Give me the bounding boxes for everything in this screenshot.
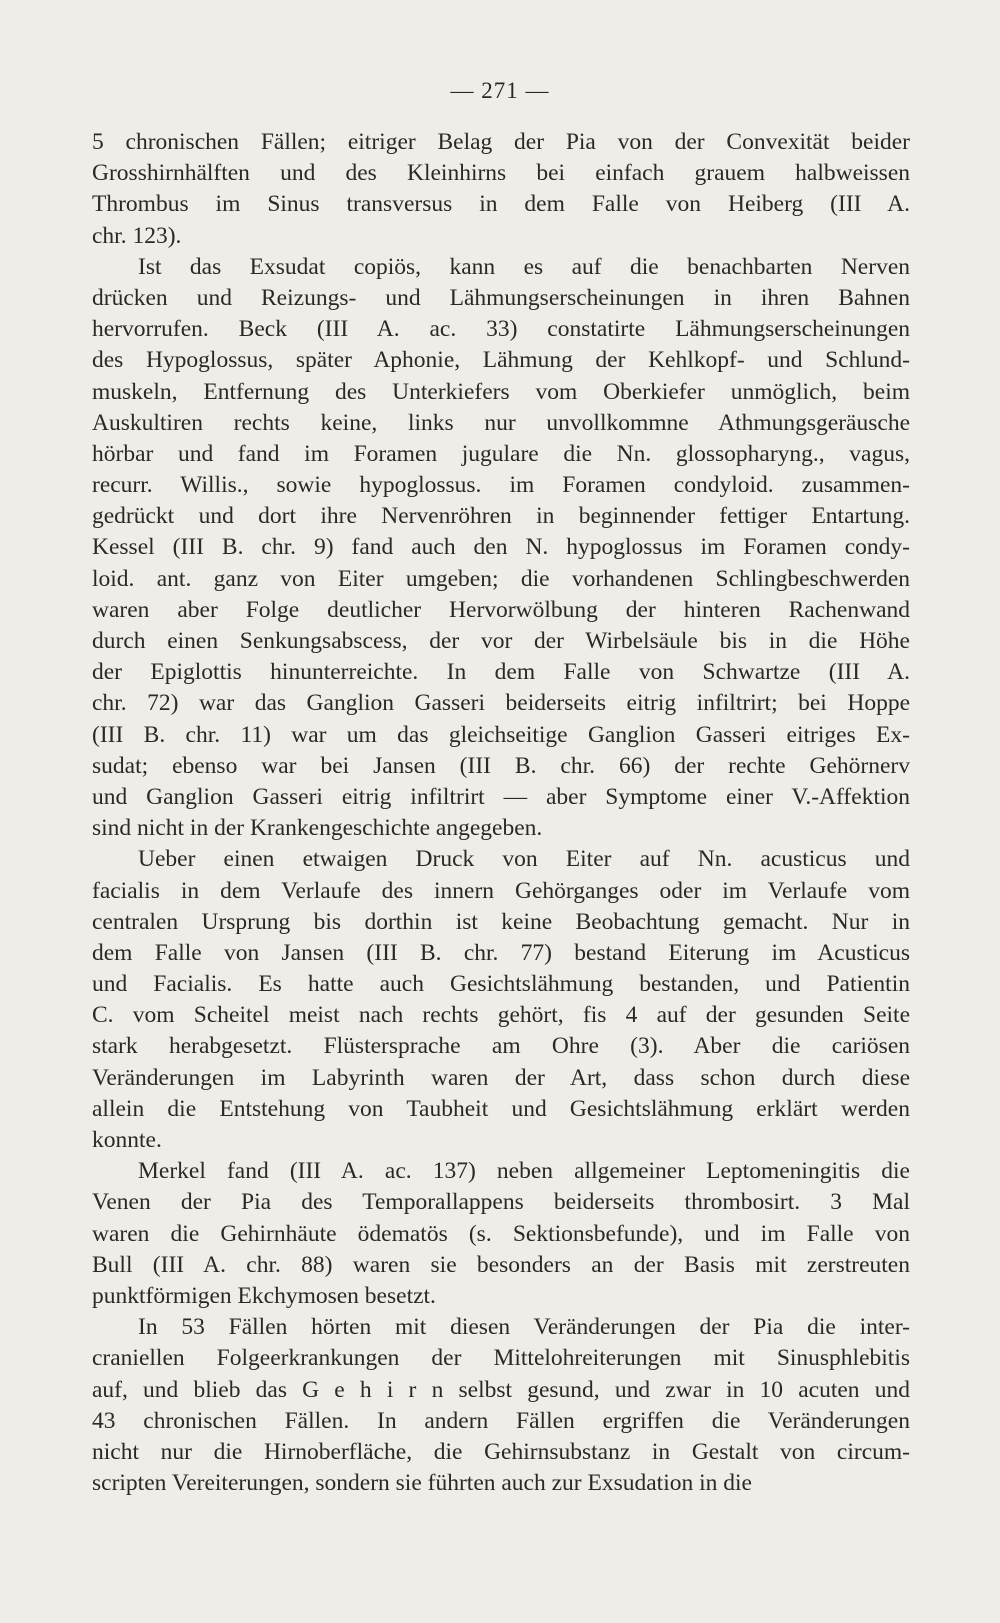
- text-line: Thrombus im Sinus transversus in dem Falle von Heiberg (III A.: [92, 191, 910, 218]
- paragraph: [92, 844, 910, 1156]
- text-line: chr. 72) war das Ganglion Gasseri beiderseits eitrig infiltrirt; bei Hoppe: [92, 690, 910, 717]
- text-line: und Ganglion Gasseri eitrig infiltrirt — aber Symptome einer V.-Affektion: [92, 783, 910, 810]
- page-number: — 271 —: [450, 78, 550, 103]
- paragraph: [92, 1156, 910, 1312]
- text-line: 5 chronischen Fällen; eitriger Belag der Pia von der Convexität beider: [92, 129, 910, 155]
- text-line: des Hypoglossus, später Aphonie, Lähmung der Kehlkopf- und Schlund-: [92, 347, 910, 374]
- paragraph: [92, 1312, 910, 1499]
- text-line: recurr. Willis., sowie hypoglossus. im Foramen condyloid. zusammen-: [92, 472, 910, 499]
- text-line: C. vom Scheitel meist nach rechts gehört, fis 4 auf der gesunden Seite: [92, 1002, 910, 1029]
- text-line: gedrückt und dort ihre Nervenröhren in beginnender fettiger Entartung.: [92, 503, 910, 530]
- text-line: hervorrufen. Beck (III A. ac. 33) constatirte Lähmungserscheinungen: [92, 316, 910, 343]
- text-line: allein die Entstehung von Taubheit und Gesichtslähmung erklärt werden: [92, 1095, 910, 1122]
- text-line: waren aber Folge deutlicher Hervorwölbung der hinteren Rachenwand: [92, 596, 910, 623]
- text-line: scripten Vereiterungen, sondern sie führten auch zur Exsudation in die: [92, 1470, 752, 1497]
- text-line: facialis in dem Verlaufe des innern Gehörganges oder im Verlaufe vom: [92, 877, 910, 904]
- text-line: sind nicht in der Krankengeschichte angegeben.: [92, 815, 543, 842]
- body-text: [92, 127, 910, 1499]
- paragraph: [92, 252, 910, 845]
- text-line: drücken und Reizungs- und Lähmungserscheinungen in ihren Bahnen: [92, 284, 910, 311]
- text-line: Grosshirnhälften und des Kleinhirns bei einfach grauem halbweissen: [92, 160, 910, 187]
- text-line: 43 chronischen Fällen. In andern Fällen ergriffen die Veränderungen: [92, 1407, 910, 1434]
- paragraph: [92, 127, 910, 252]
- text-line: waren die Gehirnhäute ödematös (s. Sektionsbefunde), und im Falle von: [92, 1220, 910, 1247]
- text-line: Kessel (III B. chr. 9) fand auch den N. hypoglossus im Foramen condy-: [92, 534, 910, 561]
- text-line: Ueber einen etwaigen Druck von Eiter auf Nn. acusticus und: [138, 846, 910, 873]
- text-line: loid. ant. ganz von Eiter umgeben; die vorhandenen Schlingbeschwerden: [92, 565, 910, 592]
- text-line: sudat; ebenso war bei Jansen (III B. chr. 66) der rechte Gehörnerv: [92, 752, 910, 779]
- text-line: durch einen Senkungsabscess, der vor der Wirbelsäule bis in die Höhe: [92, 628, 910, 654]
- text-line: Auskultiren rechts keine, links nur unvollkommne Athmungsgeräusche: [92, 409, 910, 436]
- text-line: nicht nur die Hirnoberfläche, die Gehirnsubstanz in Gestalt von circum-: [92, 1438, 910, 1465]
- text-line: In 53 Fällen hörten mit diesen Veränderungen der Pia die inter-: [138, 1314, 910, 1341]
- text-line: dem Falle von Jansen (III B. chr. 77) bestand Eiterung im Acusticus: [92, 939, 910, 966]
- text-line: Veränderungen im Labyrinth waren der Art, dass schon durch diese: [92, 1064, 910, 1091]
- text-line: (III B. chr. 11) war um das gleichseitige Ganglion Gasseri eitriges Ex-: [92, 721, 910, 748]
- text-line: craniellen Folgeerkrankungen der Mittelohreiterungen mit Sinusphlebitis: [92, 1345, 910, 1372]
- text-line: der Epiglottis hinunterreichte. In dem Falle von Schwartze (III A.: [92, 659, 910, 686]
- text-line: Ist das Exsudat copiös, kann es auf die benachbarten Nerven: [138, 253, 910, 280]
- text-line: Merkel fand (III A. ac. 137) neben allgemeiner Leptomeningitis die: [138, 1158, 910, 1185]
- text-line: konnte.: [92, 1127, 162, 1153]
- text-line: chr. 123).: [92, 222, 182, 249]
- text-line: centralen Ursprung bis dorthin ist keine Beobachtung gemacht. Nur in: [92, 908, 910, 935]
- text-line: punktförmigen Ekchymosen besetzt.: [92, 1282, 436, 1309]
- text-line: stark herabgesetzt. Flüstersprache am Ohre (3). Aber die cariösen: [92, 1033, 910, 1060]
- text-line: und Facialis. Es hatte auch Gesichtslähmung bestanden, und Patientin: [92, 971, 910, 998]
- text-line: Venen der Pia des Temporallappens beiderseits thrombosirt. 3 Mal: [92, 1189, 910, 1216]
- text-line: auf, und blieb das G e h i r n selbst gesund, und zwar in 10 acuten und: [92, 1376, 910, 1403]
- text-line: muskeln, Entfernung des Unterkiefers vom Oberkiefer unmöglich, beim: [92, 378, 910, 405]
- text-line: hörbar und fand im Foramen jugulare die Nn. glossopharyng., vagus,: [92, 440, 910, 467]
- text-line: Bull (III A. chr. 88) waren sie besonders an der Basis mit zerstreuten: [92, 1251, 910, 1278]
